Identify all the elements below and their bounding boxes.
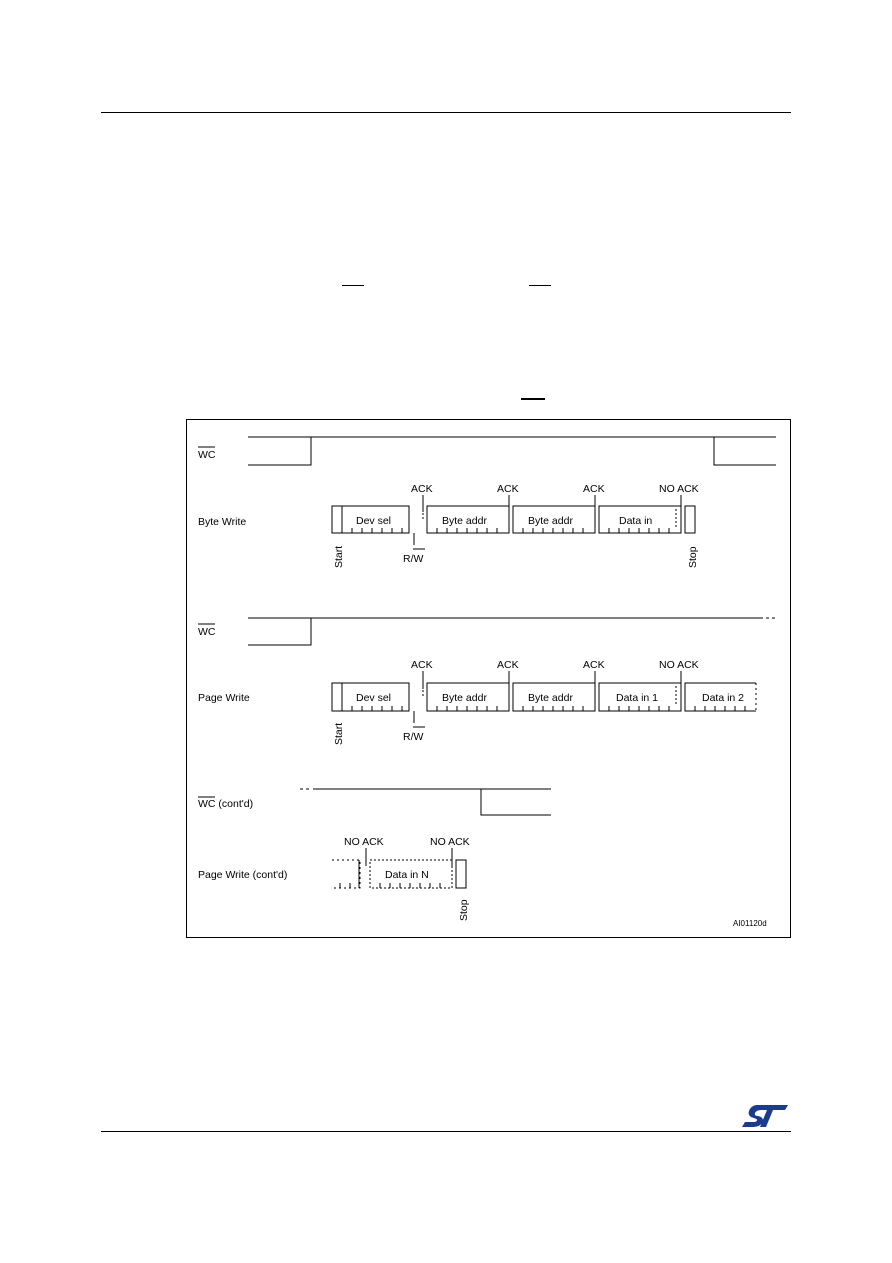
field-byte-addr: Byte addr: [528, 692, 573, 704]
wc-signal-cont: [198, 789, 551, 815]
wc-signal-byte-write: [198, 437, 776, 465]
page-write-cont-label: Page Write (cont'd): [198, 869, 288, 881]
ack-label: ACK: [583, 659, 605, 671]
rw-label: R/W: [403, 731, 424, 743]
figure-frame: [187, 420, 791, 938]
wc-label: WC: [198, 626, 216, 638]
stop-label: Stop: [458, 899, 470, 921]
page-write-sequence: [198, 659, 756, 745]
st-logo: [740, 1102, 790, 1130]
field-dev-sel: Dev sel: [356, 692, 392, 704]
field-byte-addr: Byte addr: [442, 515, 487, 527]
no-ack-label: NO ACK: [659, 483, 699, 495]
rw-label: R/W: [403, 553, 424, 565]
wc-signal-page-write: [198, 618, 776, 645]
byte-write-label: Byte Write: [198, 516, 247, 528]
ack-label: ACK: [583, 483, 605, 495]
ack-label: ACK: [411, 483, 433, 495]
byte-write-sequence: [198, 483, 699, 568]
field-byte-addr: Byte addr: [528, 515, 573, 527]
field-data-in-1: Data in 1: [616, 692, 659, 704]
ack-label: ACK: [411, 659, 433, 671]
figure-id: AI01120d: [733, 919, 767, 928]
no-ack-label: NO ACK: [430, 836, 470, 848]
ack-label: ACK: [497, 659, 519, 671]
ack-label: ACK: [497, 483, 519, 495]
field-data-in-n: Data in N: [385, 869, 429, 881]
field-byte-addr: Byte addr: [442, 692, 487, 704]
page-write-cont-sequence: [198, 836, 470, 921]
start-label: Start: [333, 722, 345, 745]
no-ack-label: NO ACK: [659, 659, 699, 671]
field-dev-sel: Dev sel: [356, 515, 392, 527]
page-write-label: Page Write: [198, 692, 250, 704]
field-data-in: Data in: [619, 515, 653, 527]
start-label: Start: [333, 545, 345, 568]
field-data-in-2: Data in 2: [702, 692, 745, 704]
wc-label: WC: [198, 449, 216, 461]
no-ack-label: NO ACK: [344, 836, 384, 848]
wc-cont-label: WC (cont'd): [198, 798, 254, 810]
stop-label: Stop: [687, 546, 699, 568]
